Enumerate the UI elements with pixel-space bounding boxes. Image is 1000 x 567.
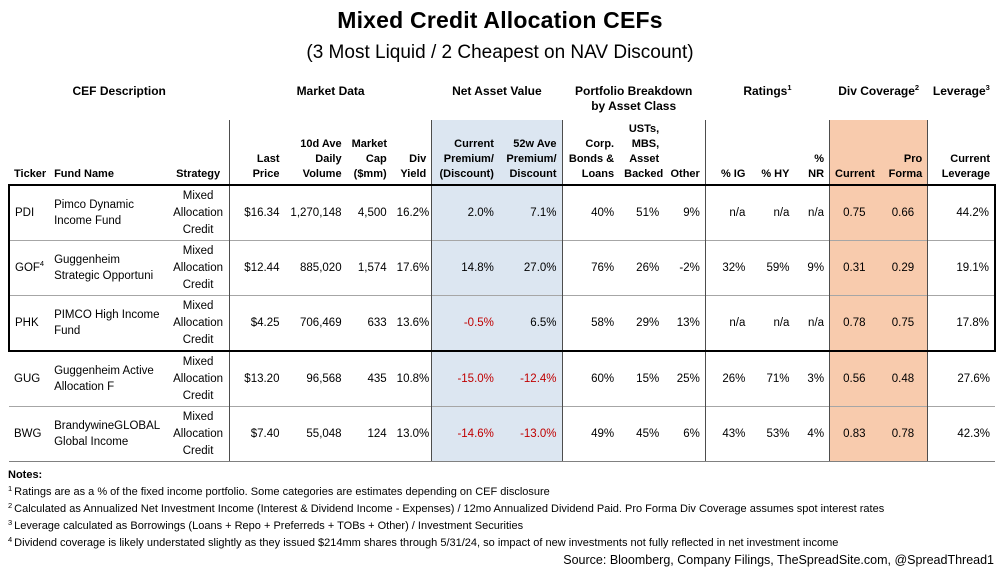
cell-52w-premium: -13.0% — [499, 407, 562, 462]
cell-pct-hy: 71% — [766, 373, 790, 386]
group-ratings: Ratings$^1$ — [743, 83, 792, 98]
cell-52w-premium: -12.4% — [499, 351, 562, 407]
cell-volume: 55,048 — [284, 407, 346, 462]
cell-usts-mbs: 26% — [619, 241, 664, 296]
col-div-yield: Div Yield — [392, 120, 432, 185]
cell-strategy: Mixed Allocation Credit — [173, 356, 224, 402]
col-strategy: Strategy — [167, 120, 229, 185]
cell-div-coverage-proforma: 0.48 — [884, 351, 928, 407]
group-net-asset-value: Net Asset Value — [452, 84, 542, 98]
cell-current-leverage: 42.3% — [928, 407, 995, 462]
group-div-coverage: Div Coverage$^2$ — [838, 83, 920, 98]
cell-ticker: GUG — [14, 373, 41, 386]
cell-52w-premium: 7.1% — [499, 185, 562, 241]
cell-strategy: Mixed Allocation Credit — [167, 241, 229, 296]
cell-ticker: GOF$^4$ — [9, 241, 49, 296]
cell-pct-hy: 53% — [750, 407, 794, 462]
note-text: Calculated as Annualized Net Investment Income (Interest & Dividend Income - Expenses) / 12mo Annualized Dividend Paid. Pro Forma Div Coverage assumes spot interest rates — [14, 503, 885, 516]
cell-other: -2% — [664, 241, 705, 296]
cell-corp-bonds: 49% — [562, 407, 619, 462]
col-pct-hy: % HY — [750, 120, 794, 185]
col-market-cap: Market Cap ($mm) — [347, 120, 392, 185]
group-sup: 1 — [787, 83, 792, 92]
cell-corp-bonds: 58% — [562, 296, 619, 352]
cell-div-yield: 17.6% — [392, 241, 432, 296]
col-52w-premium: 52w Ave Premium/ Discount — [499, 120, 562, 185]
column-header-row — [9, 120, 995, 185]
table-row-pdi — [9, 185, 995, 241]
cell-pct-hy: n/a — [773, 207, 790, 220]
cell-volume: 885,020 — [284, 241, 346, 296]
source-attribution: Source: Bloomberg, Company Filings, TheSpreadSite.com, @SpreadThread1 — [563, 553, 994, 567]
cell-strategy: Mixed Allocation Credit — [173, 190, 224, 236]
note-text: Ratings are as a % of the fixed income portfolio. Some categories are estimates depending on CEF disclosure — [14, 486, 550, 499]
cell-current-leverage: 19.1% — [928, 241, 995, 296]
table-row-phk — [9, 296, 995, 352]
cef-table — [8, 80, 996, 462]
cell-ticker: PHK — [9, 296, 49, 352]
cell-div-coverage-current: 0.83 — [830, 407, 884, 462]
note-sup: 1 — [8, 483, 13, 493]
col-corp-bonds: Corp. Bonds & Loans — [562, 120, 619, 185]
note-text: Leverage calculated as Borrowings (Loans + Repo + Preferreds + TOBs + Other) / Investment Securities — [14, 520, 524, 533]
note-1 — [8, 484, 1000, 501]
cell-52w-premium: 27.0% — [499, 241, 562, 296]
cell-fund-name: BrandywineGLOBAL Global Income — [49, 407, 167, 462]
cell-volume: 96,568 — [306, 373, 342, 386]
notes-section — [8, 467, 1000, 552]
cell-last-price: $4.25 — [229, 296, 284, 352]
cell-market-cap: 1,574 — [347, 241, 392, 296]
note-sup: 3 — [8, 517, 13, 527]
group-market-data: Market Data — [296, 84, 365, 98]
col-fund-name: Fund Name — [49, 120, 167, 185]
cell-current-premium: -14.6% — [432, 407, 499, 462]
ticker-footnote-sup: 4 — [39, 259, 45, 269]
note-sup: 2 — [8, 500, 13, 510]
group-sup: 2 — [914, 83, 920, 92]
most-liquid-group — [9, 185, 995, 351]
cell-div-coverage-proforma: 0.66 — [884, 185, 928, 241]
col-current-leverage: Current Leverage — [928, 120, 995, 185]
notes-heading: Notes: — [8, 469, 43, 482]
cell-volume: 1,270,148 — [290, 207, 342, 220]
cell-pct-hy: n/a — [750, 296, 794, 352]
cell-pct-nr: n/a — [794, 296, 829, 352]
cell-ticker: PDI — [9, 185, 49, 241]
cell-div-yield: 10.8% — [396, 373, 430, 386]
col-pct-nr: % NR — [794, 120, 829, 185]
group-sup: 3 — [985, 83, 990, 92]
cell-current-premium: 14.8% — [432, 241, 499, 296]
cell-pct-nr: n/a — [808, 207, 825, 220]
col-current-premium: Current Premium/ (Discount) — [432, 120, 499, 185]
cell-last-price: $12.44 — [229, 241, 284, 296]
group-header-row — [9, 80, 995, 120]
cell-current-leverage: 27.6% — [928, 351, 995, 407]
cell-pct-nr: 3% — [807, 373, 825, 386]
page-title: Mixed Credit Allocation CEFs — [337, 7, 663, 33]
col-last-price: Last Price — [229, 120, 284, 185]
cell-div-coverage-proforma: 0.78 — [884, 407, 928, 462]
cell-ticker: BWG — [9, 407, 49, 462]
col-coverage-proforma: Pro Forma — [884, 120, 928, 185]
cell-current-premium: -15.0% — [432, 351, 499, 407]
cell-usts-mbs: 29% — [619, 296, 664, 352]
cell-pct-ig: 26% — [705, 351, 750, 407]
group-portfolio-breakdown: Portfolio Breakdown by Asset Class — [574, 84, 693, 113]
col-other: Other — [664, 120, 705, 185]
cell-current-leverage: 44.2% — [928, 185, 995, 241]
cell-pct-nr: 9% — [794, 241, 829, 296]
cell-div-coverage-current: 0.56 — [830, 351, 884, 407]
cell-pct-hy: 59% — [750, 241, 794, 296]
cell-div-coverage-proforma: 0.29 — [884, 241, 928, 296]
cell-current-leverage: 17.8% — [928, 296, 995, 352]
col-pct-ig: % IG — [705, 120, 750, 185]
cell-usts-mbs: 51% — [636, 207, 660, 220]
note-2 — [8, 501, 1000, 518]
group-cef-description: CEF Description — [72, 84, 166, 98]
col-coverage-current: Current — [830, 120, 884, 185]
cell-pct-ig: n/a — [705, 185, 750, 241]
table-row-gug — [9, 351, 995, 407]
cell-usts-mbs: 15% — [636, 373, 660, 386]
cell-pct-ig: n/a — [705, 296, 750, 352]
cell-strategy: Mixed Allocation Credit — [167, 296, 229, 352]
cell-current-premium: 2.0% — [432, 185, 499, 241]
cell-volume: 706,469 — [284, 296, 346, 352]
cell-other: 13% — [664, 296, 705, 352]
cell-other: 6% — [664, 407, 705, 462]
cell-current-premium: -0.5% — [432, 296, 499, 352]
cell-div-coverage-current: 0.31 — [830, 241, 884, 296]
cell-pct-nr: 4% — [794, 407, 829, 462]
cell-fund-name: Pimco Dynamic Income Fund — [54, 199, 134, 228]
cell-market-cap: 633 — [347, 296, 392, 352]
cell-div-coverage-proforma: 0.75 — [884, 296, 928, 352]
cell-52w-premium: 6.5% — [499, 296, 562, 352]
cell-fund-name: Guggenheim Strategic Opportuni — [49, 241, 167, 296]
col-usts-mbs: USTs, MBS, Asset Backed — [619, 120, 664, 185]
cell-pct-ig: 43% — [705, 407, 750, 462]
cell-corp-bonds: 60% — [562, 351, 619, 407]
cell-strategy: Mixed Allocation Credit — [167, 407, 229, 462]
page-subtitle: (3 Most Liquid / 2 Cheapest on NAV Discount) — [306, 42, 694, 63]
cell-last-price: $7.40 — [229, 407, 284, 462]
cell-div-yield: 16.2% — [396, 207, 430, 220]
cell-usts-mbs: 45% — [619, 407, 664, 462]
cell-fund-name: PIMCO High Income Fund — [49, 296, 167, 352]
note-sup: 4 — [8, 534, 13, 544]
col-ticker: Ticker — [9, 120, 49, 185]
cell-pct-ig: 32% — [705, 241, 750, 296]
note-3 — [8, 518, 1000, 535]
note-text: Dividend coverage is likely understated slightly as they issued $214mm shares through 5/31/24, so impact of new investments not fully reflected in net investment income — [14, 537, 839, 550]
table-row-gof — [9, 241, 995, 296]
group-leverage: Leverage$^3$ — [932, 83, 990, 98]
cell-div-yield: 13.6% — [392, 296, 432, 352]
cell-div-coverage-current: 0.78 — [830, 296, 884, 352]
cell-fund-name: Guggenheim Active Allocation F — [54, 365, 154, 394]
cell-other: 9% — [683, 207, 700, 220]
cell-div-coverage-current: 0.75 — [830, 185, 884, 241]
cell-div-yield: 13.0% — [392, 407, 432, 462]
cell-corp-bonds: 40% — [562, 185, 619, 241]
col-volume: 10d Ave Daily Volume — [284, 120, 346, 185]
cell-market-cap: 435 — [367, 373, 387, 386]
table-row-bwg — [9, 407, 995, 462]
cell-market-cap: 4,500 — [357, 207, 387, 220]
cell-market-cap: 124 — [347, 407, 392, 462]
cell-last-price: $13.20 — [229, 351, 284, 407]
note-4 — [8, 535, 1000, 552]
cell-other: 25% — [676, 373, 700, 386]
cheapest-discount-group — [9, 351, 995, 462]
cell-last-price: $16.34 — [229, 185, 284, 241]
cell-corp-bonds: 76% — [562, 241, 619, 296]
